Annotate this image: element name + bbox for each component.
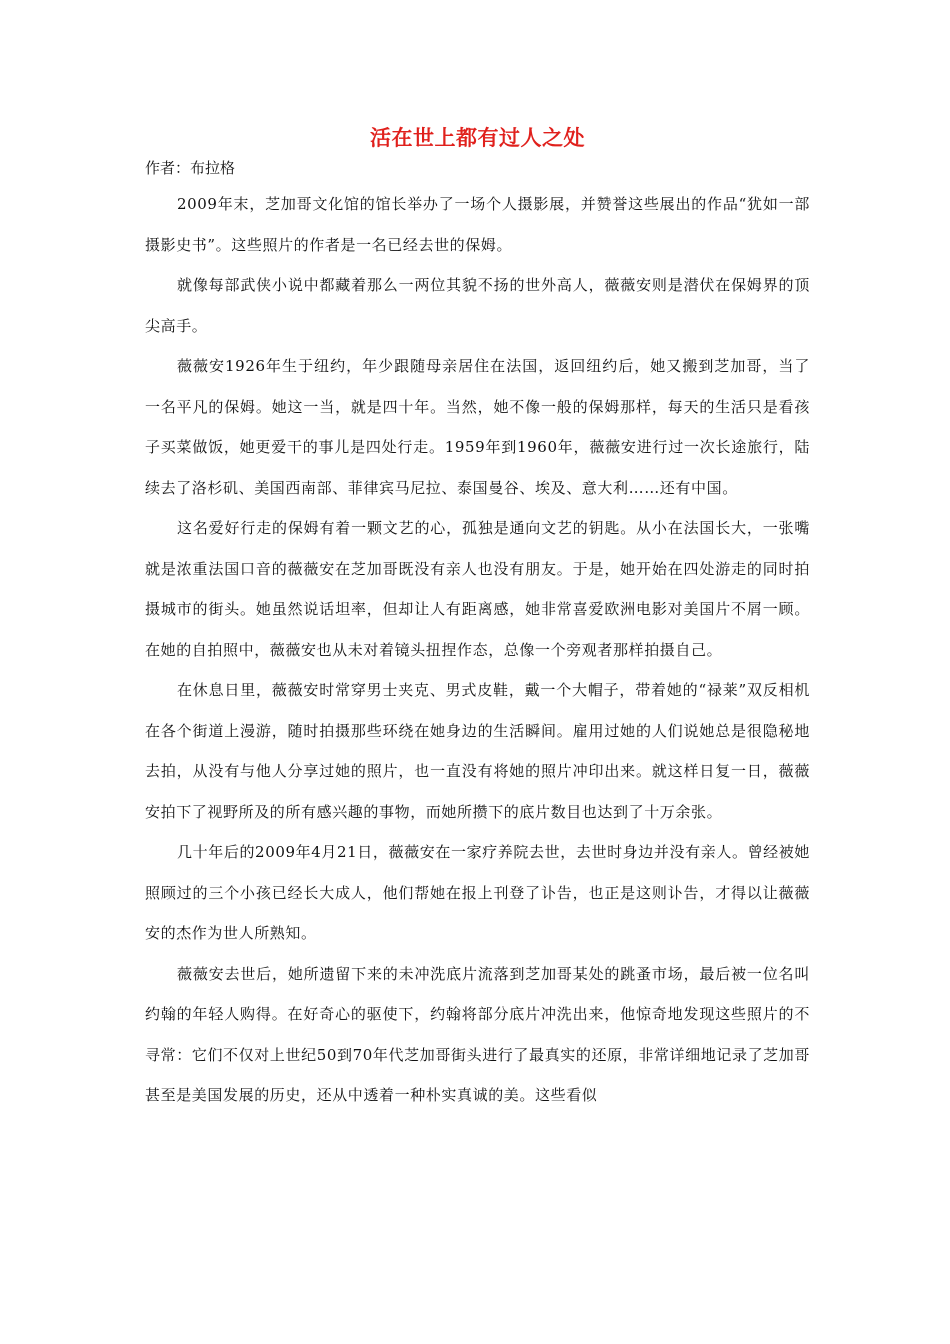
paragraph-7: 薇薇安去世后，她所遗留下来的未冲洗底片流落到芝加哥某处的跳蚤市场，最后被一位名叫约翰的年轻人购得。在好奇心的驱使下，约翰将部分底片冲洗出来，他惊奇地发现这些照片的不寻常：它们不仅对上世纪50到70年代芝加哥街头进行了最真实的还原，非常详细地记录了芝加哥甚至是美国发展的历史，还从中透着一种朴实真诚的美。这些看似 [145,964,810,1104]
paragraph-1: 2009年末，芝加哥文化馆的馆长举办了一场个人摄影展，并赞誉这些展出的作品“犹如一部摄影史书”。这些照片的作者是一名已经去世的保姆。 [145,195,810,254]
paragraph-6: 几十年后的2009年4月21日，薇薇安在一家疗养院去世，去世时身边并没有亲人。曾经被她照顾过的三个小孩已经长大成人，他们帮她在报上刊登了讣告，也正是这则讣告，才得以让薇薇安的杰作为世人所熟知。 [145,843,810,942]
paragraph-2: 就像每部武侠小说中都藏着那么一两位其貌不扬的世外高人，薇薇安则是潜伏在保姆界的顶尖高手。 [145,276,810,335]
paragraph-3: 薇薇安1926年生于纽约，年少跟随母亲居住在法国，返回纽约后，她又搬到芝加哥，当了一名平凡的保姆。她这一当，就是四十年。当然，她不像一般的保姆那样，每天的生活只是看孩子买菜做饭，她更爱干的事儿是四处行走。1959年到1960年，薇薇安进行过一次长途旅行，陆续去了洛杉矶、美国西南部、菲律宾马尼拉、泰国曼谷、埃及、意大利……还有中国。 [145,357,810,497]
paragraph-4: 这名爱好行走的保姆有着一颗文艺的心，孤独是通向文艺的钥匙。从小在法国长大，一张嘴就是浓重法国口音的薇薇安在芝加哥既没有亲人也没有朋友。于是，她开始在四处游走的同时拍摄城市的街头。她虽然说话坦率，但却让人有距离感，她非常喜爱欧洲电影对美国片不屑一顾。在她的自拍照中，薇薇安也从未对着镜头扭捏作态，总像一个旁观者那样拍摄自己。 [145,519,810,659]
paragraph-5: 在休息日里，薇薇安时常穿男士夹克、男式皮鞋，戴一个大帽子，带着她的“禄莱”双反相机在各个街道上漫游，随时拍摄那些环绕在她身边的生活瞬间。雇用过她的人们说她总是很隐秘地去拍，从没有与他人分享过她的照片，也一直没有将她的照片冲印出来。就这样日复一日，薇薇安拍下了视野所及的所有感兴趣的事物，而她所攒下的底片数目也达到了十万余张。 [145,681,810,821]
article-title: 活在世上都有过人之处 [370,125,585,150]
document-page [145,120,810,1116]
author-line: 作者：布拉格 [145,159,236,177]
